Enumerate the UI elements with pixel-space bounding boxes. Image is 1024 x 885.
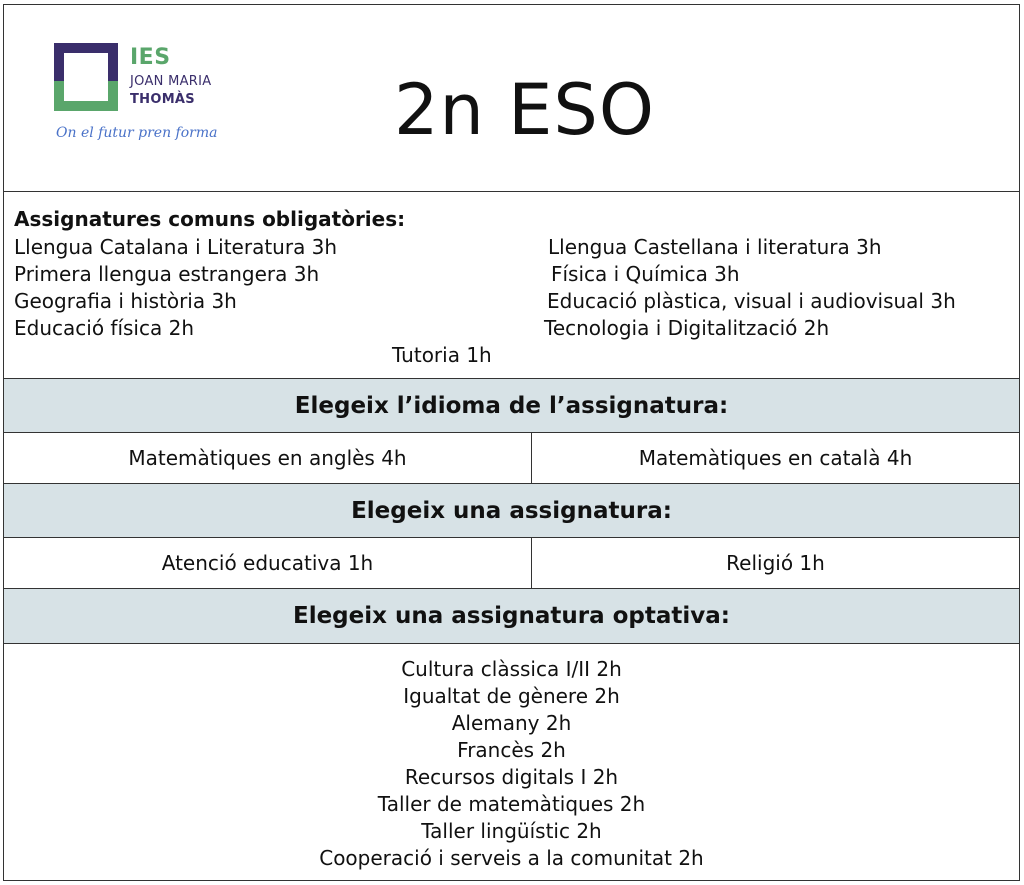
common-subject-item: Física i Química 3h	[551, 262, 740, 286]
common-subject-item: Primera llengua estrangera 3h	[14, 262, 320, 286]
header	[4, 5, 1019, 192]
logo-tagline: On el futur pren forma	[56, 125, 218, 141]
optional-subject-item: Alemany 2h	[451, 711, 572, 735]
optional-subject-item: Igualtat de gènere 2h	[403, 684, 620, 708]
logo-school-name-line1: JOAN MARIA	[130, 74, 212, 89]
common-subject-item: Llengua Castellana i literatura 3h	[548, 235, 882, 259]
common-subject-item: Educació plàstica, visual i audiovisual 3h	[547, 289, 956, 313]
subjects-table	[3, 4, 1020, 881]
common-subject-item: Geografia i història 3h	[14, 289, 237, 313]
page-title: 2n ESO	[394, 69, 655, 151]
option-religio: Religió 1h	[726, 551, 825, 575]
common-subject-item: Tecnologia i Digitalització 2h	[544, 316, 830, 340]
optional-subjects-heading: Elegeix una assignatura optativa:	[4, 589, 1019, 644]
school-logo	[54, 43, 254, 153]
optional-subject-item: Recursos digitals I 2h	[404, 765, 619, 789]
option-maths-catalan: Matemàtiques en català 4h	[638, 446, 913, 470]
common-subject-item: Llengua Catalana i Literatura 3h	[14, 235, 338, 259]
common-subjects-heading: Assignatures comuns obligatòries:	[14, 207, 406, 231]
optional-subject-item: Cultura clàssica I/II 2h	[401, 657, 622, 681]
language-choice-options	[4, 433, 1019, 484]
optional-subject-item: Francès 2h	[457, 738, 566, 762]
optional-subject-item: Taller lingüístic 2h	[421, 819, 602, 843]
logo-ies-text: IES	[130, 45, 171, 70]
language-choice-heading: Elegeix l’idioma de l’assignatura:	[4, 379, 1019, 433]
subject-choice-options	[4, 538, 1019, 589]
logo-school-name-line2: THOMÀS	[130, 92, 195, 107]
common-subject-item-tutoria: Tutoria 1h	[392, 343, 492, 367]
subject-choice-heading: Elegeix una assignatura:	[4, 484, 1019, 538]
optional-subjects-list	[4, 644, 1019, 880]
option-atencio-educativa: Atenció educativa 1h	[4, 538, 532, 588]
common-subjects-section	[4, 192, 1019, 379]
option-maths-english: Matemàtiques en anglès 4h	[4, 433, 532, 483]
school-logo-mark-icon	[54, 43, 118, 111]
common-subject-item: Educació física 2h	[14, 316, 194, 340]
optional-subject-item: Taller de matemàtiques 2h	[377, 792, 646, 816]
optional-subject-item: Cooperació i serveis a la comunitat 2h	[319, 846, 704, 870]
